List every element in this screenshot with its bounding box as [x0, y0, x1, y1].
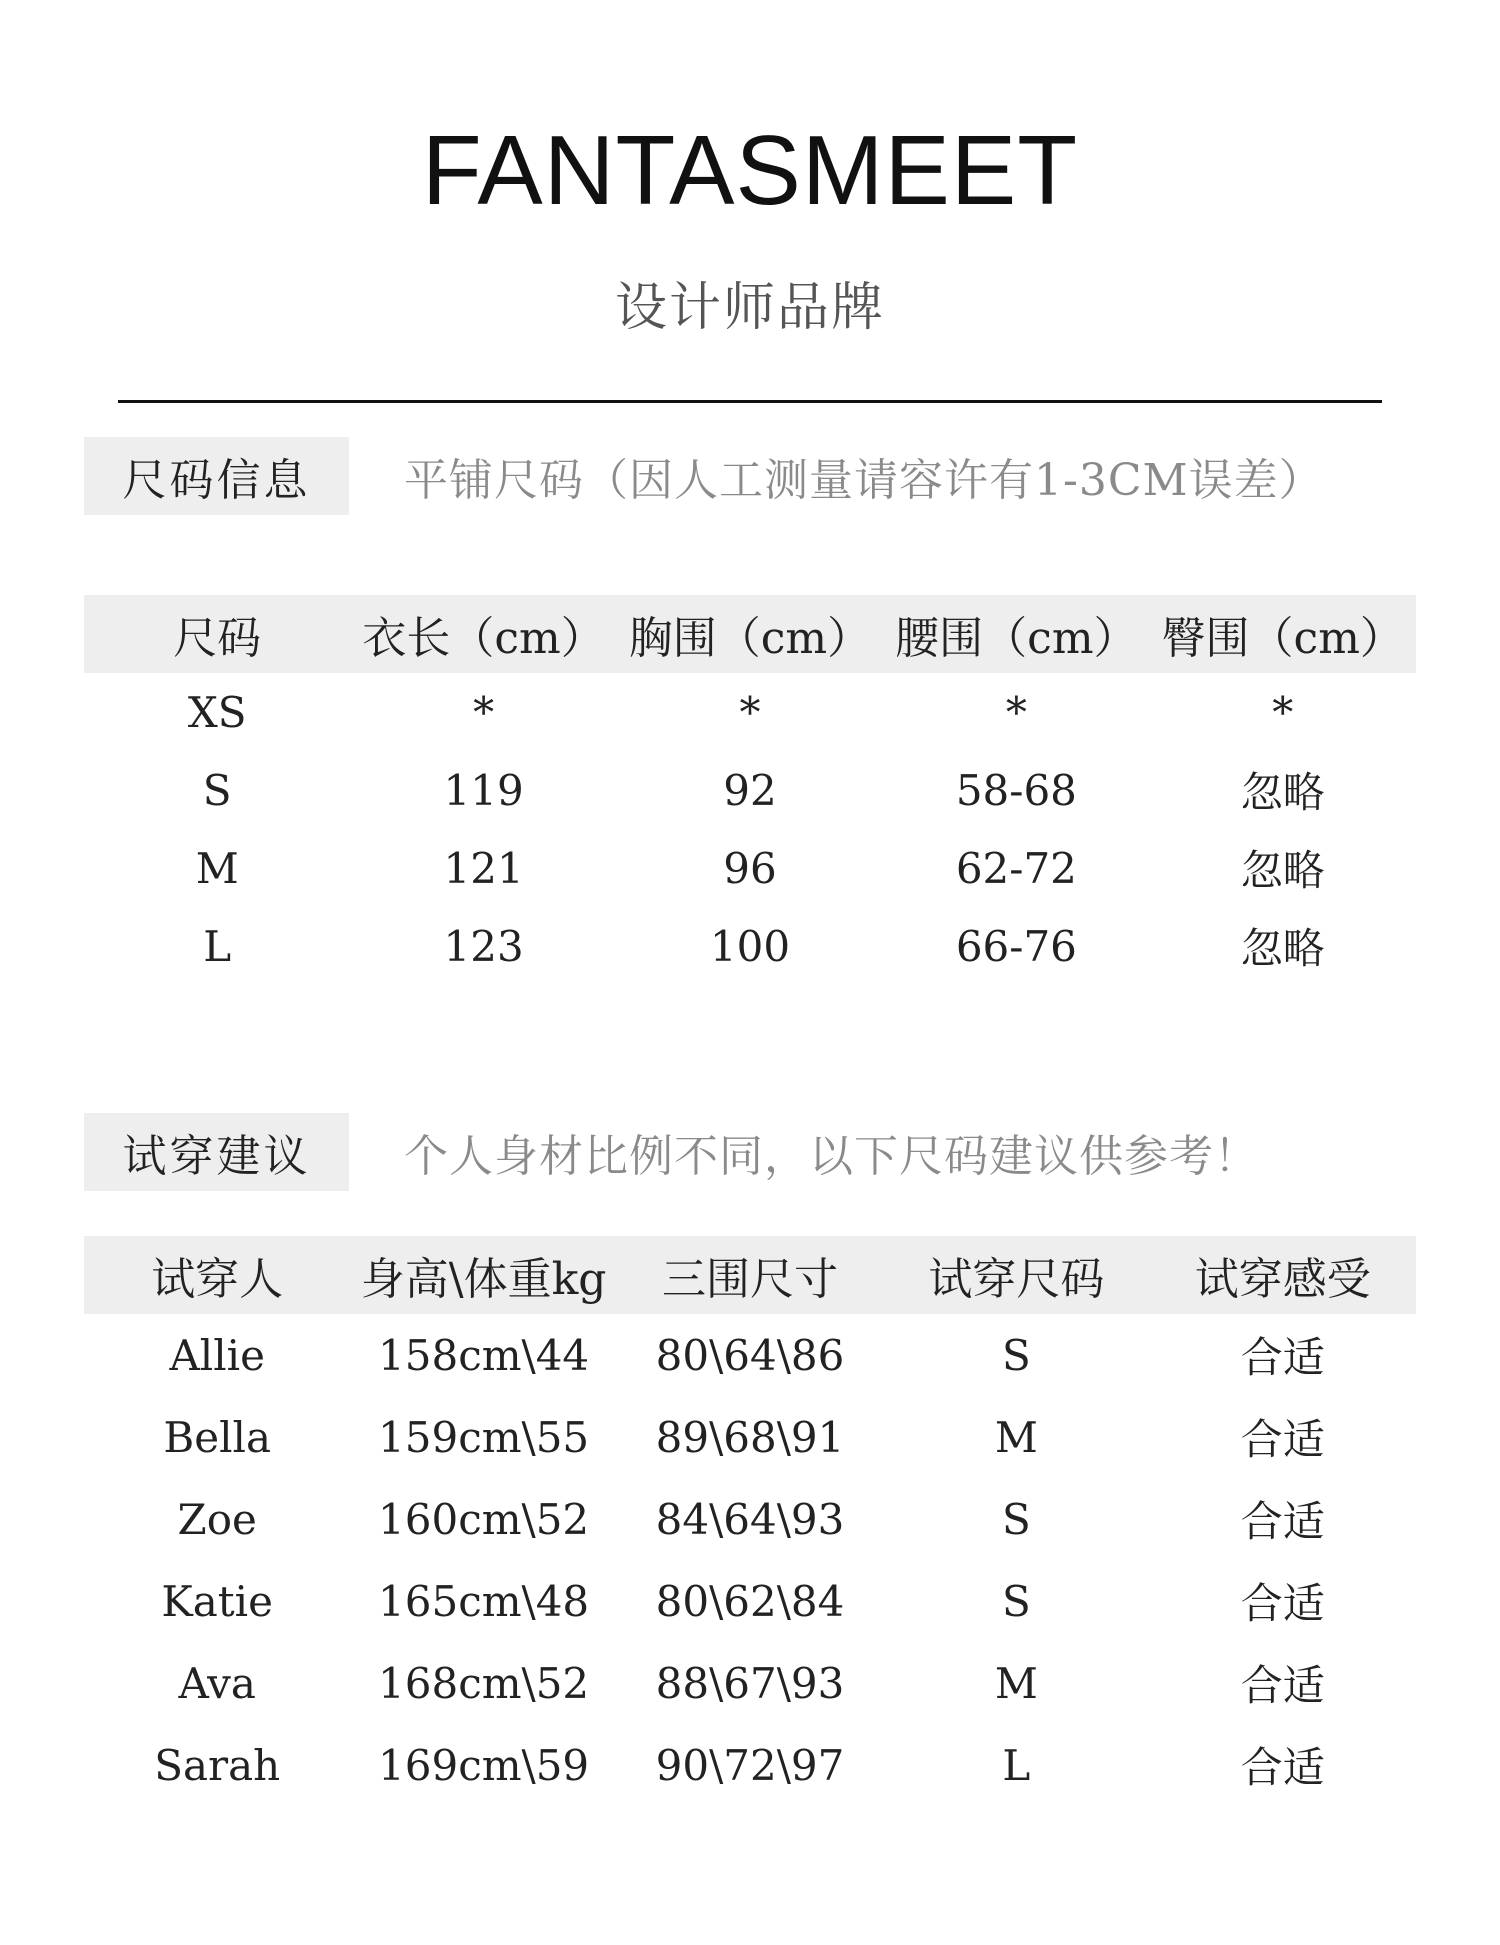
table-cell: Sarah	[154, 1740, 281, 1790]
fit-table-header	[84, 1236, 1416, 1314]
table-row	[84, 673, 1416, 751]
table-cell: L	[203, 921, 232, 971]
table-cell: 合适	[1240, 1497, 1325, 1546]
table-row	[84, 1560, 1416, 1642]
header-cell: 试穿人	[151, 1254, 284, 1305]
header-cell: 三围尺寸	[661, 1254, 838, 1305]
table-cell: 92	[723, 765, 777, 815]
table-cell: *	[739, 687, 761, 737]
table-cell: Allie	[169, 1330, 265, 1380]
header-cell: 试穿感受	[1194, 1254, 1371, 1305]
header-cell: 身高\体重kg	[360, 1254, 607, 1305]
table-row	[84, 907, 1416, 985]
brand-subtitle: 设计师品牌	[614, 278, 885, 338]
header-cell: 衣长（cm）	[362, 613, 605, 664]
table-row	[84, 751, 1416, 829]
table-cell: Bella	[163, 1412, 271, 1462]
table-cell: 159cm\55	[378, 1412, 590, 1462]
header-cell: 臀围（cm）	[1161, 613, 1404, 664]
header-cell: 腰围（cm）	[895, 613, 1138, 664]
table-cell: 80\62\84	[655, 1576, 845, 1626]
table-row	[84, 829, 1416, 907]
fit-table	[84, 1236, 1416, 1806]
table-row	[84, 1478, 1416, 1560]
table-cell: 合适	[1240, 1333, 1325, 1382]
table-cell: 忽略	[1240, 924, 1325, 973]
table-cell: 100	[709, 921, 791, 971]
table-cell: 88\67\93	[655, 1658, 845, 1708]
table-cell: 忽略	[1240, 846, 1325, 895]
table-cell: 合适	[1240, 1743, 1325, 1792]
table-cell: 合适	[1240, 1415, 1325, 1464]
header-cell: 试穿尺码	[928, 1254, 1105, 1305]
table-cell: Katie	[161, 1576, 273, 1626]
table-row	[84, 1314, 1416, 1396]
table-cell: Zoe	[177, 1494, 257, 1544]
table-cell: 168cm\52	[378, 1658, 590, 1708]
table-cell: 62-72	[955, 843, 1077, 893]
table-cell: M	[994, 1658, 1038, 1708]
header-cell: 胸围（cm）	[628, 613, 872, 664]
table-cell: 合适	[1240, 1661, 1325, 1710]
table-cell: 121	[443, 843, 524, 893]
table-cell: M	[994, 1412, 1038, 1462]
table-cell: 89\68\91	[655, 1412, 845, 1462]
table-cell: *	[1272, 687, 1294, 737]
table-cell: S	[1001, 1576, 1031, 1626]
table-cell: 160cm\52	[378, 1494, 590, 1544]
table-cell: 58-68	[955, 765, 1077, 815]
table-cell: 80\64\86	[655, 1330, 845, 1380]
table-cell: L	[1002, 1740, 1031, 1790]
header-cell: 尺码	[173, 613, 262, 664]
table-cell: S	[202, 765, 232, 815]
table-cell: 合适	[1240, 1579, 1325, 1628]
table-cell: M	[195, 843, 239, 893]
table-cell: *	[473, 687, 495, 737]
size-section-note: 平铺尺码（因人工测量请容许有1-3CM误差）	[404, 455, 1324, 506]
table-cell: 忽略	[1240, 768, 1325, 817]
table-row	[84, 1724, 1416, 1806]
fit-section-label: 试穿建议	[84, 1113, 349, 1191]
size-section-label: 尺码信息	[84, 437, 349, 515]
table-cell: 158cm\44	[378, 1330, 590, 1380]
table-cell: 90\72\97	[655, 1740, 845, 1790]
table-cell: 119	[443, 765, 524, 815]
table-cell: XS	[187, 687, 247, 737]
table-cell: 165cm\48	[378, 1576, 590, 1626]
table-cell: S	[1001, 1494, 1031, 1544]
fit-section-note: 个人身材比例不同，以下尺码建议供参考！	[404, 1131, 1259, 1182]
table-cell: *	[1005, 687, 1027, 737]
header-divider	[118, 400, 1382, 403]
table-cell: 169cm\59	[378, 1740, 590, 1790]
table-row	[84, 1642, 1416, 1724]
size-table-header	[84, 595, 1416, 673]
table-row	[84, 1396, 1416, 1478]
table-cell: S	[1001, 1330, 1031, 1380]
table-cell: 123	[443, 921, 524, 971]
table-cell: 96	[723, 843, 777, 893]
size-table	[84, 595, 1416, 985]
table-cell: Ava	[178, 1658, 256, 1708]
table-cell: 84\64\93	[655, 1494, 845, 1544]
brand-title: FANTASMEET	[421, 115, 1079, 225]
table-cell: 66-76	[955, 921, 1077, 971]
